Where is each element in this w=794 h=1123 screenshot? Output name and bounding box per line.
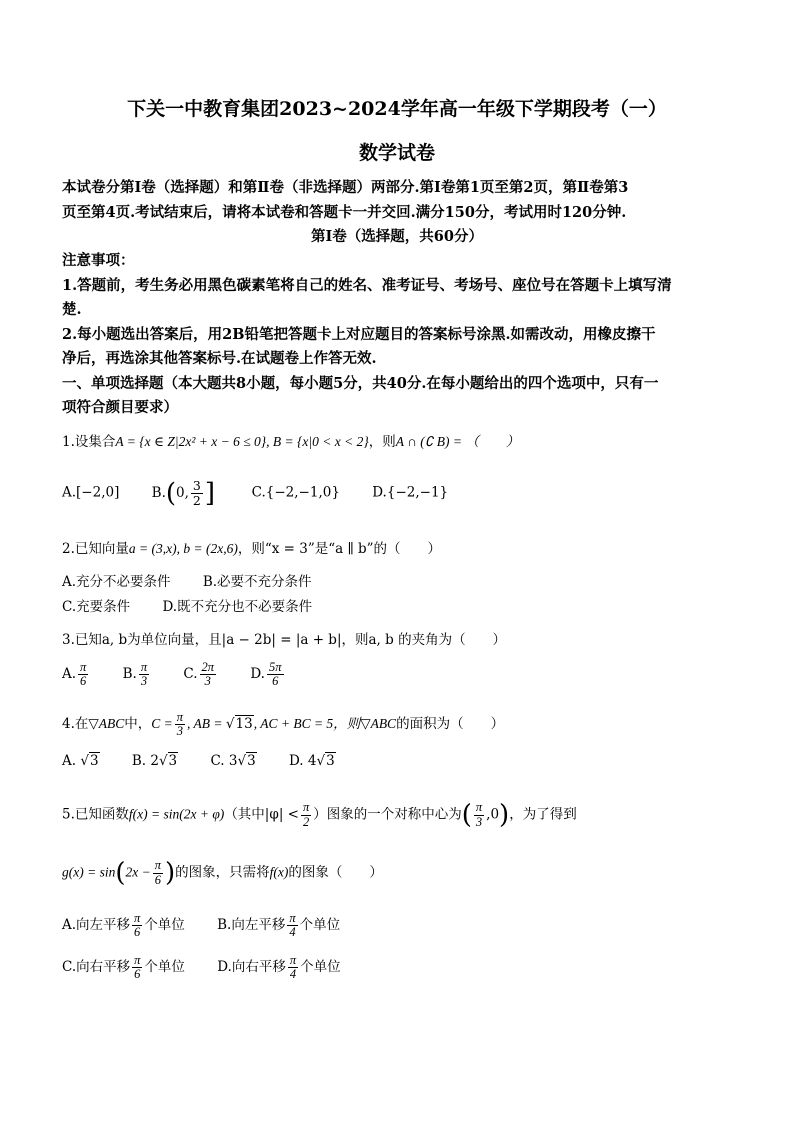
q4-option-a-value: 3: [89, 753, 99, 769]
q5-fx: f(x) = sin(2x + φ): [128, 806, 225, 822]
q5-option-b-den: 4: [289, 925, 296, 940]
q5-option-d-num: π: [289, 953, 297, 967]
q2-stem-b: ，则“x = 3”是“a ∥ b”的（ ）: [237, 541, 442, 557]
q3-option-d: [250, 660, 285, 689]
q5-option-d-fraction: [288, 954, 298, 981]
q1-option-d: D.{−2,−1}: [372, 484, 449, 501]
q5-gx-den: 6: [154, 872, 161, 887]
q1-option-c: C.{−2,−1,0}: [251, 484, 340, 501]
q3-option-b-den: 3: [140, 674, 148, 689]
note-1-line-2: 楚.: [62, 301, 82, 318]
q3-option-c-fraction: [200, 661, 217, 688]
q5-stem-c: ）图象的一个对称中心为: [313, 806, 462, 823]
part-1-line-2: 项符合颜目要求）: [62, 399, 178, 416]
q3-option-a-fraction: [78, 661, 88, 688]
q4-triangle: ▽ABC: [88, 716, 125, 732]
q4-option-b-label: B. 2: [131, 753, 159, 769]
q5-option-d: [217, 953, 341, 982]
section-heading: 第Ⅰ卷（选择题，共60分）: [311, 228, 483, 245]
question-5-options-row-2: [62, 954, 341, 981]
q1-option-b-zero: 0,: [176, 484, 189, 501]
q5-center-tail: ,0: [486, 806, 500, 823]
q3-option-d-den: 6: [272, 674, 279, 689]
q4-option-c-value: 3: [247, 753, 256, 769]
intro-line-1: 本试卷分第Ⅰ卷（选择题）和第Ⅱ卷（非选择题）两部分.第Ⅰ卷第1页至第2页，第Ⅱ卷第3: [62, 179, 629, 196]
q5-option-c-fraction: [132, 954, 142, 981]
question-5-stem-line-1: 5.已知函数f(x) = sin(2x + φ)（其中|φ| < $\frac{\pi}{2}$ ）图象的一个对称中心为( $\frac{\pi}{3}$ ,0)，为了得到: [62, 800, 577, 830]
q5-option-c-den: 6: [134, 967, 141, 982]
question-2-stem: [62, 537, 441, 557]
q5-gx-arg: 2x −: [125, 864, 151, 880]
q3-option-d-label: D.: [250, 666, 265, 683]
exam-subtitle: 数学试卷: [358, 142, 435, 164]
q4-c-eq: C =: [151, 716, 173, 732]
q1-option-b-label: B.: [151, 484, 166, 501]
q5-option-a-pre: A.向左平移: [62, 917, 131, 934]
note-2-line-2: 净后，再选涂其他答案标号.在试题卷上作答无效.: [62, 350, 377, 367]
q3-option-a-num: π: [80, 660, 87, 674]
q3-option-b-num: π: [140, 660, 148, 674]
q4-c-den: 3: [176, 724, 184, 739]
q1-option-b-fraction: [191, 479, 203, 506]
q4-ab-value: 13: [235, 716, 253, 733]
q5-option-b: [217, 911, 341, 940]
exam-title: 下关一中教育集团2023~2024学年高一年级下学期段考（一）: [127, 98, 667, 120]
q5-gx-num: π: [154, 858, 162, 873]
q4-c-fraction: [175, 711, 185, 738]
part-1-line-1: 一、单项选择题（本大题共8小题，每小题5分，共40分.在每小题给出的四个选项中，只有一: [62, 375, 659, 392]
q3-option-c-num: 2π: [201, 660, 215, 674]
note-2-line-1: 2.每小题选出答案后，用2B铅笔把答题卡上对应题目的答案标号涂黑.如需改动，用橡皮擦干: [62, 326, 656, 343]
q5-fx-2: f(x): [269, 864, 289, 880]
q5-option-b-num: π: [289, 911, 296, 925]
q5-stem-f: 的图象（ ）: [288, 864, 383, 881]
q5-option-c-pre: C.向右平移: [62, 959, 131, 976]
q4-option-d: D. 4√3: [288, 753, 335, 769]
q5-option-a-den: 6: [134, 925, 141, 940]
q5-phi-num: π: [302, 800, 310, 815]
q4-option-d-value: 3: [326, 753, 335, 769]
q5-center-den: 3: [475, 814, 483, 829]
q3-option-a: [62, 660, 90, 689]
q5-option-b-pre: B.向左平移: [217, 917, 286, 934]
question-2-options-row-1: [62, 570, 312, 590]
q2-option-c: C.充要条件: [62, 599, 131, 615]
q4-triangle-2: ▽ABC: [360, 716, 397, 732]
q3-option-b-fraction: [139, 661, 149, 688]
q3-option-c-den: 3: [204, 674, 211, 689]
intro-line-2: 页至第4页.考试结束后，请将本试卷和答题卡一并交回.满分150分，考试用时120分钟.: [62, 204, 627, 221]
q3-option-a-label: A.: [62, 666, 77, 683]
q4-option-a-label: A.: [62, 753, 77, 769]
q1-set-b: , B = {x|0 < x < 2}: [266, 434, 369, 449]
q3-option-b-label: B.: [122, 666, 137, 683]
question-4-stem: 4.在▽ABC中，C = $\frac{\pi}{3}$ , AB = √13, AC + BC = 5，则▽ABC的面积为（ ）: [62, 710, 505, 739]
q5-option-a-post: 个单位: [144, 917, 185, 934]
q1-option-b-den: 2: [192, 492, 201, 508]
q1-option-b: [151, 478, 220, 508]
q5-option-b-fraction: [287, 912, 297, 939]
q5-center-fraction: [474, 801, 484, 828]
q5-option-d-pre: D.向右平移: [217, 959, 286, 976]
q4-option-b: B. 2√3: [131, 753, 178, 769]
question-2-options-row-2: [62, 595, 312, 615]
q4-stem-a: 4.在: [62, 716, 89, 733]
q1-option-b-open: (: [165, 478, 177, 508]
q1-stem-b: ，则: [368, 434, 396, 450]
q2-vectors: a = (3,x), b = (2x,6): [128, 541, 238, 556]
q5-option-c: [62, 953, 185, 982]
q5-stem-b: （其中|φ| <: [224, 806, 299, 823]
q4-option-a: A. √3: [62, 753, 99, 769]
note-1-line-1: 1.答题前，考生务必用黑色碳素笔将自己的姓名、准考证号、考场号、座位号在答题卡上填写清: [62, 277, 672, 294]
q4-stem-d: , AC + BC = 5，则: [253, 716, 361, 732]
q1-option-b-num: 3: [192, 478, 201, 494]
q3-option-c: [183, 660, 218, 689]
q1-option-a: A.[−2,0]: [62, 484, 120, 501]
q1-option-b-close: ]: [204, 478, 216, 508]
q3-option-d-num: 5π: [268, 660, 282, 674]
q5-stem-a: 5.已知函数: [62, 806, 129, 823]
q5-stem-d: ，为了得到: [509, 806, 577, 823]
q4-option-b-value: 3: [168, 753, 178, 769]
q5-center-num: π: [475, 800, 483, 815]
q3-option-c-label: C.: [183, 666, 198, 683]
q5-option-d-den: 4: [289, 967, 297, 982]
q5-option-b-post: 个单位: [299, 917, 341, 934]
question-1-stem: [62, 430, 519, 450]
q1-expression: A ∩ (∁ B) = （ ）: [395, 434, 520, 449]
q2-option-b: B.必要不充分条件: [202, 574, 312, 590]
q2-option-d: D.既不充分也不必要条件: [162, 599, 313, 615]
q5-gx-fraction: [153, 859, 163, 886]
notes-title: 注意事项：: [62, 252, 135, 269]
q5-option-c-post: 个单位: [144, 959, 185, 976]
q4-stem-e: 的面积为（ ）: [396, 716, 505, 733]
question-3-options: [62, 661, 286, 688]
q2-option-a: A.充分不必要条件: [62, 574, 171, 590]
q3-option-b: [122, 660, 151, 689]
q4-stem-b: 中，: [124, 716, 152, 733]
question-5-options-row-1: [62, 912, 340, 939]
q5-option-a-num: π: [134, 911, 141, 925]
question-4-options: [62, 753, 336, 769]
q5-option-d-post: 个单位: [300, 959, 341, 976]
question-5-stem-line-2: g(x) = sin(2x − $\frac{\pi}{6}$ )的图象，只需将f(x)的图象（ ）: [62, 858, 383, 888]
q5-stem-e: 的图象，只需将: [175, 864, 270, 881]
q4-ab-label: , AB =: [187, 716, 226, 732]
q4-option-c-label: C. 3: [210, 753, 238, 769]
q5-phi-den: 2: [302, 814, 310, 829]
question-3-stem: 3.已知a, b为单位向量，且|a − 2b| = |a + b|，则a, b 的夹角为（ ）: [62, 632, 507, 648]
q1-stem-a: 1.设集合: [62, 434, 116, 450]
q3-option-d-fraction: [267, 661, 284, 688]
q4-option-d-label: D. 4: [288, 753, 317, 769]
q4-option-c: C. 3√3: [210, 753, 256, 769]
q5-gx: g(x) = sin: [62, 864, 116, 880]
question-1-options: [62, 478, 448, 508]
q1-set-a: A = {x ∈ Z|2x² + x − 6 ≤ 0}: [115, 434, 267, 449]
q3-option-a-den: 6: [80, 674, 87, 689]
q5-option-c-num: π: [134, 953, 141, 967]
q5-option-a-fraction: [132, 912, 142, 939]
q5-option-a: [62, 911, 185, 940]
q5-phi-fraction: [301, 801, 311, 828]
q2-stem-a: 2.已知向量: [62, 541, 129, 557]
q4-c-num: π: [176, 710, 184, 724]
